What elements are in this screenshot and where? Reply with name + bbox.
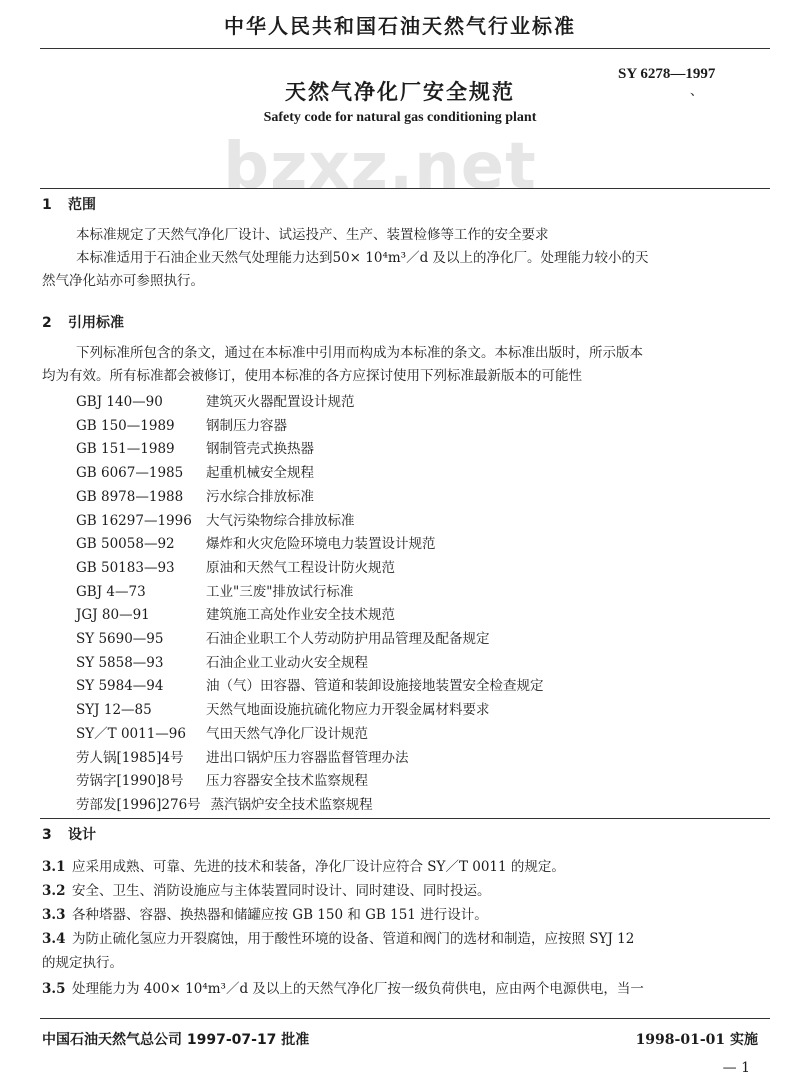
page-number: — 1 <box>722 1060 750 1076</box>
effective-date: 1998-01-01 实施 <box>635 1032 758 1048</box>
reference-name: 工业"三废"排放试行标准 <box>206 583 354 600</box>
reference-code: 劳锅字[1990]8号 <box>76 773 184 790</box>
standard-number: SY 6278—1997 <box>618 66 716 82</box>
reference-code: GB 150—1989 <box>76 417 175 434</box>
reference-code: 劳人锅[1985]4号 <box>76 749 184 766</box>
reference-name: 石油企业工业动火安全规程 <box>206 654 368 671</box>
section-number: 2 <box>42 315 52 331</box>
reference-code: GBJ 4—73 <box>76 583 146 600</box>
reference-name: 蒸汽锅炉安全技术监察规程 <box>210 796 373 813</box>
reference-item <box>76 556 395 576</box>
references-intro: 下列标准所包含的条文，通过在本标准中引用而构成为本标准的条文。本标准出版时，所示版本 <box>76 345 643 361</box>
title-rule <box>40 188 770 189</box>
document-subtitle: Safety code for natural gas conditioning plant <box>263 110 537 125</box>
section-heading-references <box>42 312 124 332</box>
reference-code: SY 5690—95 <box>76 631 164 647</box>
reference-item <box>76 390 355 410</box>
references-intro-cont: 均为有效。所有标准都会被修订，使用本标准的各方应探讨使用下列标准最新版本的可能性 <box>42 368 582 384</box>
reference-name: 大气污染物综合排放标准 <box>206 512 355 529</box>
reference-item <box>76 532 436 552</box>
reference-code: JGJ 80—91 <box>76 607 150 624</box>
clause-3-3 <box>42 904 762 926</box>
reference-item <box>76 509 355 529</box>
clause-text: 为防止硫化氢应力开裂腐蚀，用于酸性环境的设备、管道和阀门的选材和制造，应按照 SYJ 12 <box>72 931 635 947</box>
reference-code: GB 50058—92 <box>76 536 175 553</box>
footer-rule <box>40 1018 770 1019</box>
reference-item <box>76 461 314 481</box>
reference-name: 石油企业职工个人劳动防护用品管理及配备规定 <box>206 631 490 647</box>
section-heading-scope <box>42 194 96 214</box>
watermark: bzxz.net <box>223 130 537 204</box>
section-title: 引用标准 <box>68 315 124 331</box>
reference-name: 污水综合排放标准 <box>206 488 314 505</box>
reference-item <box>76 769 368 789</box>
reference-name: 进出口锅炉压力容器监督管理办法 <box>206 749 409 766</box>
section-title: 设计 <box>68 827 96 843</box>
section-title: 范围 <box>68 197 96 213</box>
reference-code: 劳部发[1996]276号 <box>76 796 201 813</box>
reference-code: SY 5984—94 <box>76 678 164 695</box>
reference-name: 气田天然气净化厂设计规范 <box>206 725 368 742</box>
clause-number: 3.3 <box>42 907 66 923</box>
clause-number: 3.5 <box>42 981 66 997</box>
reference-item <box>76 651 368 671</box>
reference-item <box>76 722 368 742</box>
clause-3-1 <box>42 856 762 878</box>
reference-code: SY 5858—93 <box>76 654 164 671</box>
reference-item <box>76 746 409 766</box>
clause-3-2 <box>42 880 762 902</box>
section-number: 3 <box>42 827 52 843</box>
clause-3-4-cont: 的规定执行。 <box>42 955 123 971</box>
clause-text: 处理能力为 400× 10⁴m³／d 及以上的天然气净化厂按一级负荷供电，应由两个电源供电，当一 <box>72 981 644 997</box>
reference-name: 天然气地面设施抗硫化物应力开裂金属材料要求 <box>206 702 490 719</box>
document-title: 天然气净化厂安全规范 <box>285 80 515 104</box>
reference-code: SY／T 0011—96 <box>76 725 186 742</box>
section-rule <box>40 818 770 819</box>
reference-item <box>76 698 490 718</box>
approval-line: 中国石油天然气总公司 1997-07-17 批准 <box>42 1032 310 1048</box>
reference-item <box>76 674 544 694</box>
scope-paragraph-1: 本标准规定了天然气净化厂设计、试运投产、生产、装置检修等工作的安全要求 <box>76 227 549 243</box>
section-heading-design <box>42 824 96 844</box>
reference-item <box>76 437 314 457</box>
clause-number: 3.4 <box>42 931 66 947</box>
clause-number: 3.1 <box>42 859 66 875</box>
reference-item <box>76 580 353 600</box>
clause-3-4 <box>42 928 762 950</box>
reference-code: GB 151—1989 <box>76 441 175 458</box>
reference-name: 钢制管壳式换热器 <box>206 441 314 458</box>
header-rule <box>40 48 770 49</box>
reference-item <box>76 627 490 647</box>
clause-number: 3.2 <box>42 883 66 899</box>
standard-number-mark: 、 <box>690 84 704 99</box>
reference-code: SYJ 12—85 <box>76 702 152 719</box>
organization-title: 中华人民共和国石油天然气行业标准 <box>224 14 576 38</box>
section-number: 1 <box>42 197 52 213</box>
reference-name: 钢制压力容器 <box>206 417 287 434</box>
reference-name: 压力容器安全技术监察规程 <box>206 773 368 790</box>
reference-code: GB 50183—93 <box>76 559 175 576</box>
reference-item <box>76 414 287 434</box>
reference-name: 起重机械安全规程 <box>206 465 314 482</box>
clause-text: 各种塔器、容器、换热器和储罐应按 GB 150 和 GB 151 进行设计。 <box>72 907 488 923</box>
clause-3-5 <box>42 978 762 1000</box>
reference-item <box>76 485 314 505</box>
clause-text: 安全、卫生、消防设施应与主体装置同时设计、同时建设、同时投运。 <box>72 883 491 899</box>
reference-item <box>76 793 373 813</box>
reference-name: 原油和天然气工程设计防火规范 <box>206 559 395 576</box>
reference-name: 建筑施工高处作业安全技术规范 <box>206 607 395 624</box>
reference-code: GB 8978—1988 <box>76 488 184 505</box>
reference-name: 建筑灭火器配置设计规范 <box>206 394 355 410</box>
scope-paragraph-2-cont: 然气净化站亦可参照执行。 <box>42 273 204 289</box>
scope-paragraph-2: 本标准适用于石油企业天然气处理能力达到50× 10⁴m³／d 及以上的净化厂。处理能力较小的天 <box>76 250 649 266</box>
clause-text: 应采用成熟、可靠、先进的技术和装备，净化厂设计应符合 SY／T 0011 的规定。 <box>72 859 565 875</box>
reference-name: 爆炸和火灾危险环境电力装置设计规范 <box>206 536 436 553</box>
reference-name: 油（气）田容器、管道和装卸设施接地装置安全检查规定 <box>206 678 544 695</box>
reference-code: GBJ 140—90 <box>76 394 163 410</box>
reference-item <box>76 603 395 623</box>
reference-code: GB 6067—1985 <box>76 465 184 482</box>
reference-code: GB 16297—1996 <box>76 512 192 529</box>
